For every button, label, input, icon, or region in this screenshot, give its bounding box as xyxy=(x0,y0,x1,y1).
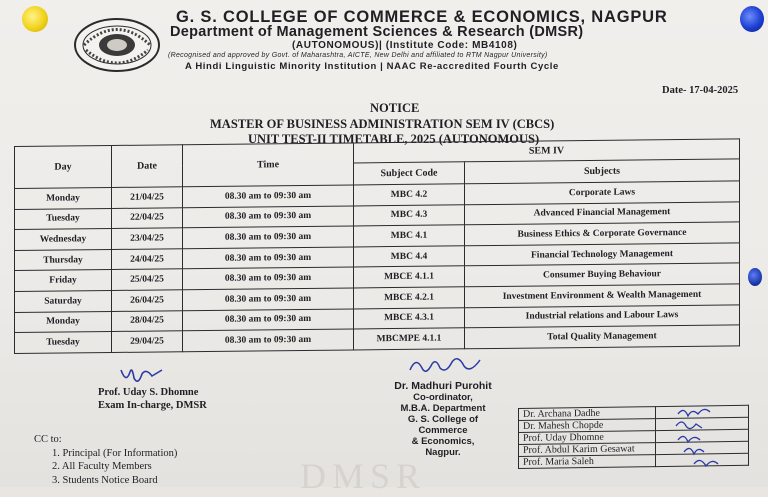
blue-pushpin xyxy=(740,6,764,32)
cell-subject: Industrial relations and Labour Laws xyxy=(465,304,740,327)
cell-time: 08.30 am to 09:30 am xyxy=(183,309,354,331)
cell-subject: Business Ethics & Corporate Governance xyxy=(465,222,740,245)
cell-time: 08.30 am to 09:30 am xyxy=(183,247,354,269)
cell-subject: Investment Environment & Wealth Management xyxy=(465,284,740,307)
staff-name: Prof. Abdul Karim Gesawat xyxy=(519,443,656,457)
exam-incharge-name: Prof. Uday S. Dhomne xyxy=(98,387,199,398)
cell-code: MBCMPE 4.1.1 xyxy=(354,328,465,350)
cell-day: Friday xyxy=(15,270,112,292)
col-header-sem: SEM IV xyxy=(354,139,740,163)
cell-time: 08.30 am to 09:30 am xyxy=(183,226,354,248)
staff-name: Prof. Uday Dhomne xyxy=(519,431,656,445)
cell-date: 22/04/25 xyxy=(112,207,183,228)
exam-incharge-signature xyxy=(118,364,164,388)
cc-item: 3. Students Notice Board xyxy=(52,474,158,486)
cell-day: Monday xyxy=(15,187,112,209)
coordinator-role: Co-ordinator, xyxy=(413,392,473,403)
department-name: Department of Management Sciences & Research (DMSR) xyxy=(170,24,584,40)
cell-subject: Total Quality Management xyxy=(465,325,740,348)
cell-day: Tuesday xyxy=(15,208,112,230)
cc-label: CC to: xyxy=(34,434,62,445)
cell-subject: Consumer Buying Behaviour xyxy=(465,263,740,286)
coordinator-block xyxy=(393,381,493,458)
cc-item: 2. All Faculty Members xyxy=(52,461,152,472)
cell-date: 29/04/25 xyxy=(112,331,183,352)
cell-time: 08.30 am to 09:30 am xyxy=(183,267,354,289)
cell-date: 25/04/25 xyxy=(112,269,183,290)
cell-day: Saturday xyxy=(15,290,112,312)
cell-time: 08.30 am to 09:30 am xyxy=(183,288,354,310)
timetable-title: UNIT TEST-II TIMETABLE, 2025 (AUTONOMOUS) xyxy=(248,132,540,146)
tagline: A Hindi Linguistic Minority Institution | NAAC Re-accredited Fourth Cycle xyxy=(185,61,559,72)
staff-name: Dr. Archana Dadhe xyxy=(519,407,656,421)
cell-day: Thursday xyxy=(15,249,112,271)
cell-day: Wednesday xyxy=(15,229,112,251)
cell-day: Tuesday xyxy=(15,332,112,354)
staff-name: Dr. Mahesh Chopde xyxy=(519,419,656,433)
cell-subject: Corporate Laws xyxy=(465,181,740,204)
cell-time: 08.30 am to 09:30 am xyxy=(183,206,354,228)
coordinator-name: Dr. Madhuri Purohit xyxy=(394,380,492,392)
coordinator-signature xyxy=(406,352,484,380)
col-header-subject: Subjects xyxy=(465,159,740,184)
college-logo-seal xyxy=(72,16,162,74)
college-name: G. S. COLLEGE OF COMMERCE & ECONOMICS, NAGPUR xyxy=(176,8,668,26)
cell-date: 26/04/25 xyxy=(112,290,183,311)
watermark: DMSR xyxy=(300,456,427,496)
staff-initials-signatures xyxy=(668,404,740,476)
exam-incharge-block xyxy=(98,386,207,412)
coordinator-dept: M.B.A. Department xyxy=(400,403,486,414)
cc-list xyxy=(34,433,177,487)
col-header-date: Date xyxy=(112,145,183,188)
exam-incharge-role: Exam In-charge, DMSR xyxy=(98,400,207,411)
autonomous-code: (AUTONOMOUS)| (Institute Code: MB4108) xyxy=(292,40,518,51)
cell-date: 24/04/25 xyxy=(112,249,183,270)
cell-code: MBCE 4.1.1 xyxy=(354,266,465,288)
notice-title: NOTICE xyxy=(370,101,420,115)
cell-time: 08.30 am to 09:30 am xyxy=(183,185,354,207)
cell-date: 23/04/25 xyxy=(112,228,183,249)
cell-time: 08.30 am to 09:30 am xyxy=(183,329,354,351)
cell-code: MBCE 4.3.1 xyxy=(354,307,465,329)
cc-item: 1. Principal (For Information) xyxy=(52,447,178,459)
cell-subject: Financial Technology Management xyxy=(465,243,740,266)
col-header-time: Time xyxy=(183,143,354,187)
staff-name: Prof. Maria Saleh xyxy=(519,455,656,469)
coordinator-college-2: & Economics, Nagpur. xyxy=(411,436,475,458)
cell-code: MBC 4.4 xyxy=(354,246,465,268)
cell-date: 28/04/25 xyxy=(112,310,183,331)
cell-date: 21/04/25 xyxy=(112,187,183,208)
notice-date: Date- 17-04-2025 xyxy=(662,85,739,96)
cell-code: MBC 4.1 xyxy=(354,225,465,247)
cell-day: Monday xyxy=(15,311,112,333)
cell-subject: Advanced Financial Management xyxy=(465,201,740,224)
col-header-day: Day xyxy=(15,145,112,188)
cell-code: MBC 4.2 xyxy=(354,184,465,206)
yellow-pushpin xyxy=(22,6,48,32)
cell-code: MBCE 4.2.1 xyxy=(354,287,465,309)
cell-code: MBC 4.3 xyxy=(354,204,465,226)
timetable xyxy=(14,138,740,353)
coordinator-college-1: G. S. College of Commerce xyxy=(407,414,479,436)
col-header-code: Subject Code xyxy=(354,162,465,185)
blue-pushpin-right xyxy=(748,268,762,286)
program-title: MASTER OF BUSINESS ADMINISTRATION SEM IV (CBCS) xyxy=(210,117,555,131)
recognition-line: (Recognised and approved by Govt. of Maharashtra, AICTE, New Delhi and affiliated to RTM Nagpur University) xyxy=(168,52,548,59)
